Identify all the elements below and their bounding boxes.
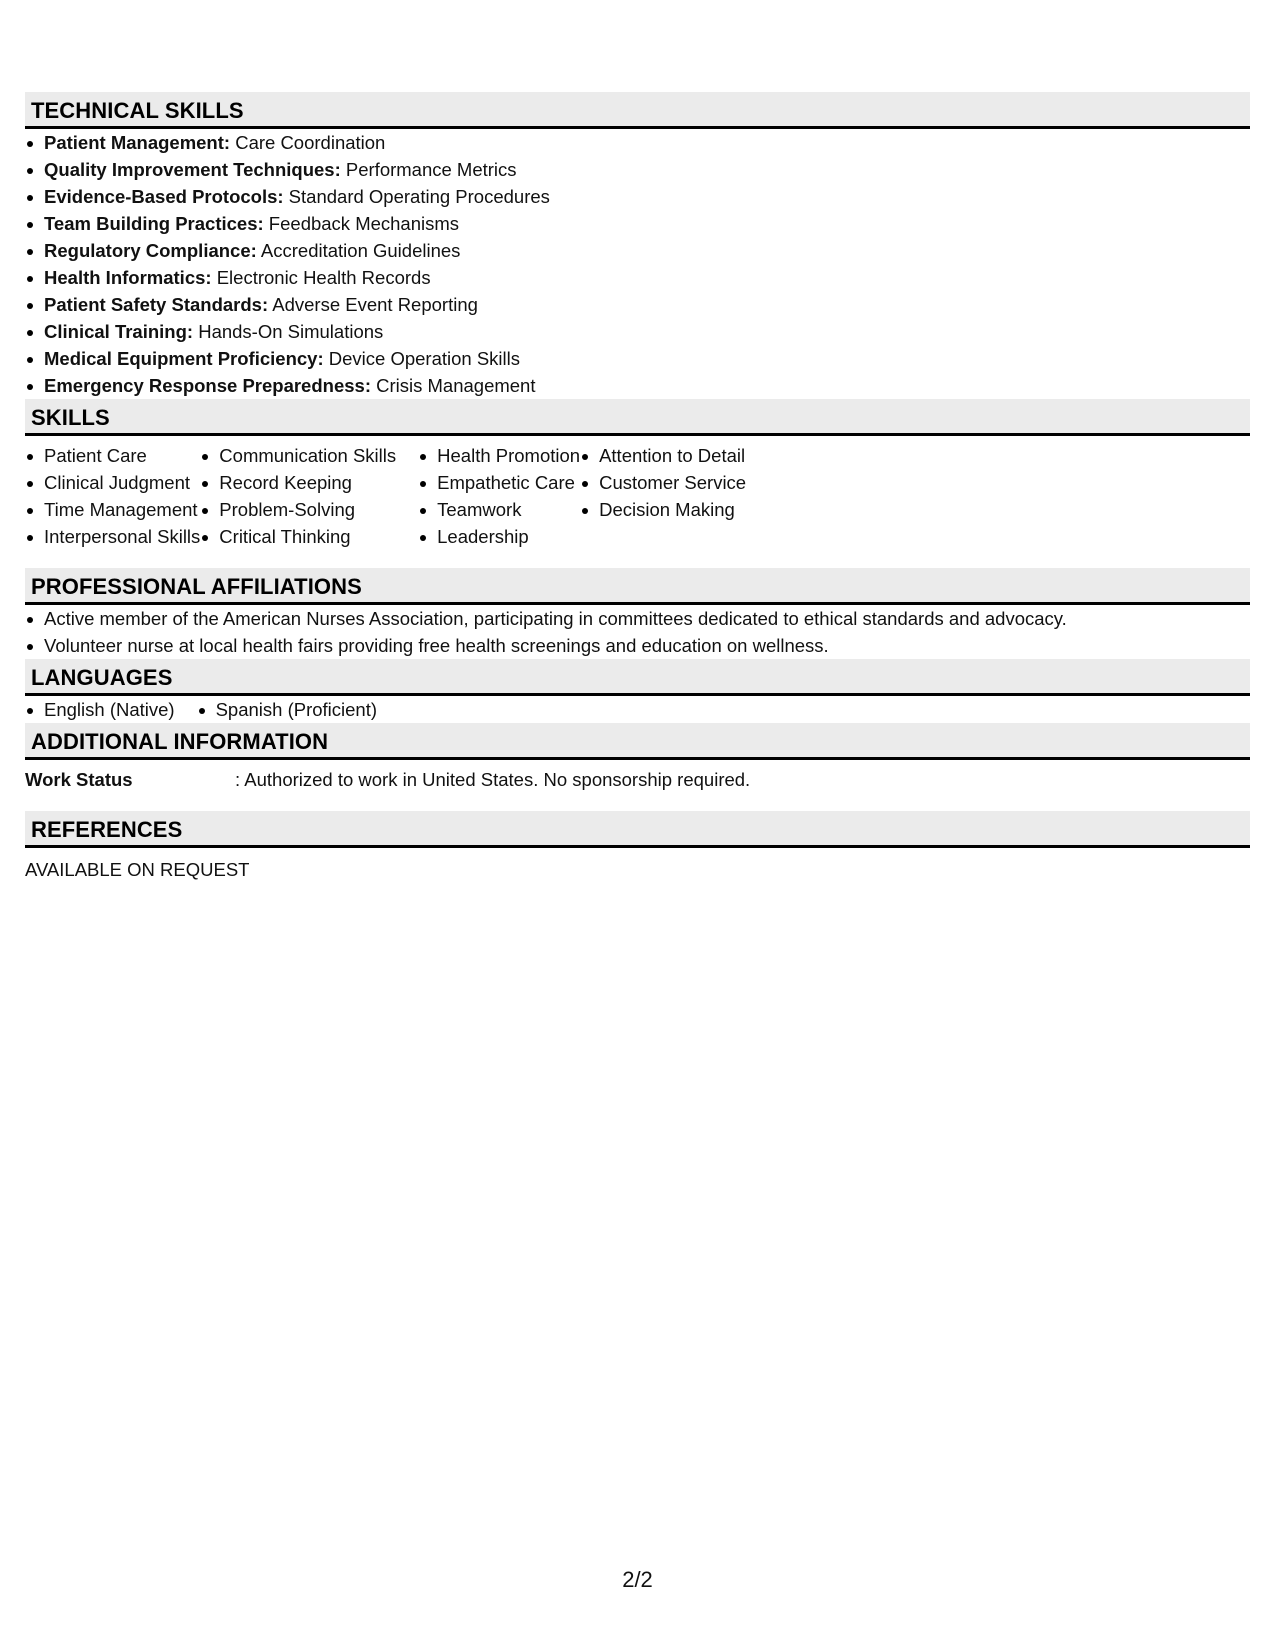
list-item: Problem-Solving (200, 496, 396, 523)
list-item: Active member of the American Nurses Association, participating in committees dedicated to ethical standards and advocacy. (25, 605, 1250, 632)
technical-skills-header (25, 92, 1250, 129)
page-number: 2/2 (622, 1567, 653, 1592)
list-item: Record Keeping (200, 469, 396, 496)
skill-detail: Performance Metrics (340, 159, 517, 180)
section-title: PROFESSIONAL AFFILIATIONS (31, 574, 362, 599)
list-item (25, 129, 1250, 156)
list-item (25, 183, 1250, 210)
skill-term: Quality Improvement Techniques: (44, 159, 341, 180)
list-item: Patient Care (25, 442, 200, 469)
references-text: AVAILABLE ON REQUEST (25, 859, 250, 880)
section-title: REFERENCES (31, 817, 183, 842)
skill-term: Patient Management: (44, 132, 231, 153)
work-status-label: Work Status (25, 769, 133, 790)
list-item: Communication Skills (200, 442, 396, 469)
list-item (25, 318, 1250, 345)
skill-detail: Accreditation Guidelines (256, 240, 461, 261)
list-item: Empathetic Care (418, 469, 580, 496)
skill-detail: Electronic Health Records (211, 267, 431, 288)
skill-term: Patient Safety Standards: (44, 294, 269, 315)
list-item: Customer Service (580, 469, 746, 496)
skills-column (580, 442, 746, 550)
skill-term: Health Informatics: (44, 267, 212, 288)
list-item: Decision Making (580, 496, 746, 523)
skill-term: Emergency Response Preparedness: (44, 375, 371, 396)
list-item: Volunteer nurse at local health fairs providing free health screenings and education on wellness. (25, 632, 1250, 659)
list-item: Interpersonal Skills (25, 523, 200, 550)
skill-term: Team Building Practices: (44, 213, 264, 234)
skills-column (200, 442, 396, 550)
list-item (25, 372, 1250, 399)
list-item (25, 156, 1250, 183)
list-item: Time Management (25, 496, 200, 523)
skill-term: Regulatory Compliance: (44, 240, 257, 261)
skill-term: Clinical Training: (44, 321, 194, 342)
additional-info-header (25, 723, 1250, 760)
skills-grid (25, 442, 1250, 550)
list-item: English (Native) (25, 696, 175, 723)
skill-term: Medical Equipment Proficiency: (44, 348, 324, 369)
list-item: Attention to Detail (580, 442, 746, 469)
skill-detail: Hands-On Simulations (193, 321, 384, 342)
resume-page (25, 92, 1250, 883)
skill-detail: Crisis Management (370, 375, 536, 396)
languages-list (25, 696, 1250, 723)
list-item: Spanish (Proficient) (197, 696, 377, 723)
list-item: Teamwork (418, 496, 580, 523)
affiliations-header (25, 568, 1250, 605)
list-item: Health Promotion (418, 442, 580, 469)
languages-header (25, 659, 1250, 696)
section-title: TECHNICAL SKILLS (31, 98, 244, 123)
skills-column (418, 442, 580, 550)
skill-term: Evidence-Based Protocols: (44, 186, 284, 207)
list-item: Critical Thinking (200, 523, 396, 550)
skills-header (25, 399, 1250, 436)
list-item (25, 264, 1250, 291)
skills-column (25, 442, 200, 550)
list-item (25, 291, 1250, 318)
work-status-row (25, 766, 1250, 793)
work-status-value: : Authorized to work in United States. No sponsorship required. (235, 769, 751, 790)
list-item: Clinical Judgment (25, 469, 200, 496)
list-item (25, 210, 1250, 237)
skill-detail: Care Coordination (230, 132, 386, 153)
skill-detail: Feedback Mechanisms (263, 213, 460, 234)
section-title: LANGUAGES (31, 665, 173, 690)
skill-detail: Standard Operating Procedures (283, 186, 550, 207)
section-title: ADDITIONAL INFORMATION (31, 729, 329, 754)
list-item (25, 345, 1250, 372)
affiliations-list (25, 605, 1250, 659)
skill-detail: Device Operation Skills (323, 348, 521, 369)
list-item (25, 237, 1250, 264)
section-title: SKILLS (31, 405, 110, 430)
references-header (25, 811, 1250, 848)
skill-detail: Adverse Event Reporting (268, 294, 478, 315)
technical-skills-list (25, 129, 1250, 399)
list-item: Leadership (418, 523, 580, 550)
